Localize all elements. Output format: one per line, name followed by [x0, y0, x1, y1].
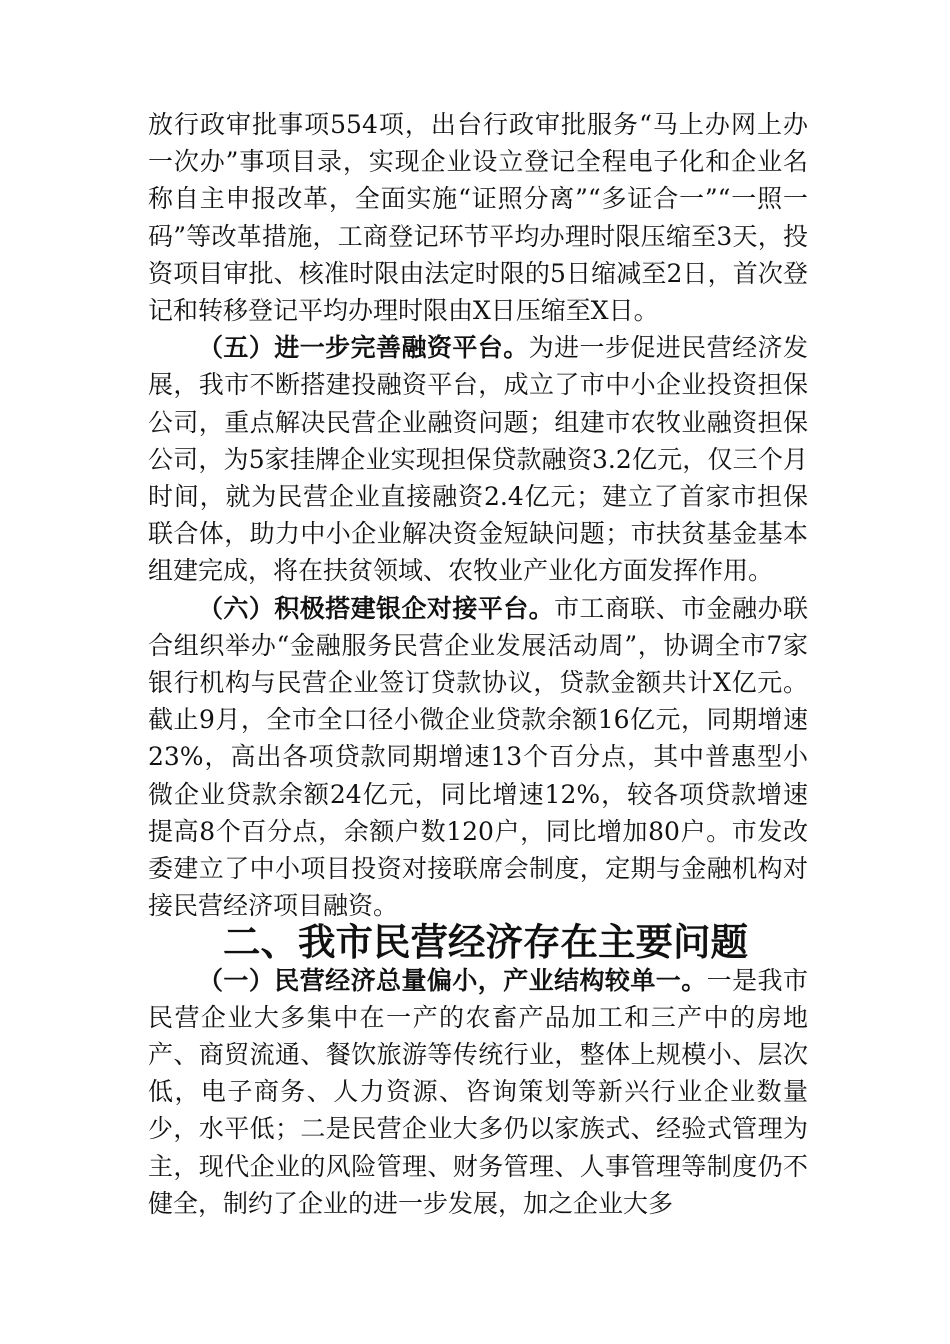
paragraph-lead: （五）进一步完善融资平台。: [198, 333, 529, 363]
document-body: [148, 106, 808, 1222]
paragraph-lead: （一）民营经济总量偏小，产业结构较单一。: [198, 965, 707, 995]
paragraph-continuation: [148, 106, 808, 329]
paragraph-bank-enterprise-platform: [148, 590, 808, 925]
section-heading: 二、我市民营经济存在主要问题: [223, 920, 748, 965]
paragraph-text: 市工商联、市金融办联合组织举办“金融服务民营企业发展活动周”，协调全市7家银行机构与民营企业签订贷款协议，贷款金额共计X亿元。截止9月，全市全口径小微企业贷款余额16亿元，同期增速23%，高出各项贷款同期增速13个百分点，其中普惠型小微企业贷款余额24亿元，同比增速12%，较各项贷款增速提高8个百分点，余额户数120户，同比增加80户。市发改委建立了中小项目投资对接联席会制度，定期与金融机构对接民营经济项目融资。: [148, 593, 808, 921]
paragraph-text: 为进一步促进民营经济发展，我市不断搭建投融资平台，成立了市中小企业投资担保公司，重点解决民营企业融资问题；组建市农牧业融资担保公司，为5家挂牌企业实现担保贷款融资3.2亿元，仅三个月时间，就为民营企业直接融资2.4亿元；建立了首家市担保联合体，助力中小企业解决资金短缺问题；市扶贫基金基本组建完成，将在扶贫领域、农牧业产业化方面发挥作用。: [148, 333, 808, 586]
paragraph-lead: （六）积极搭建银企对接平台。: [198, 593, 555, 623]
paragraph-financing-platform: [148, 329, 808, 589]
paragraph-text: 放行政审批事项554项，出台行政审批服务“马上办网上办一次办”事项目录，实现企业设立登记全程电子化和企业名称自主申报改革，全面实施“证照分离”“多证合一”“一照一码”等改革措施，工商登记环节平均办理时限压缩至3天，投资项目审批、核准时限由法定时限的5日缩减至2日，首次登记和转移登记平均办理时限由X日压缩至X日。: [148, 110, 808, 326]
paragraph-economy-scale: [148, 962, 808, 1222]
paragraph-text: 一是我市民营企业大多集中在一产的农畜产品加工和三产中的房地产、商贸流通、餐饮旅游等传统行业，整体上规模小、层次低，电子商务、人力资源、咨询策划等新兴行业企业数量少，水平低；二是民营企业大多仍以家族式、经验式管理为主，现代企业的风险管理、财务管理、人事管理等制度仍不健全，制约了企业的进一步发展，加之企业大多: [148, 965, 808, 1218]
